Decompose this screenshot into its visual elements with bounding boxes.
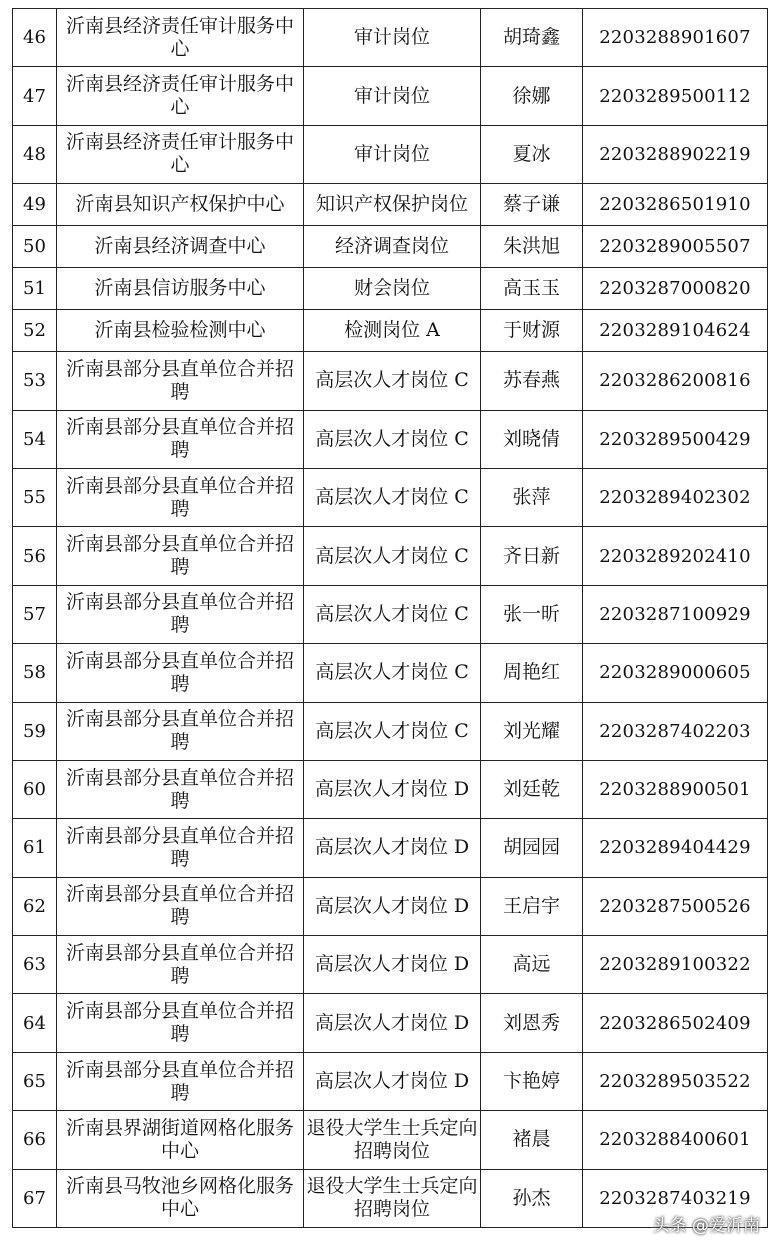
exam-number-cell: 2203289500112 — [583, 67, 768, 125]
exam-number-cell: 2203287402203 — [583, 702, 768, 760]
unit-cell: 沂南县部分县直单位合并招聘 — [57, 410, 304, 468]
table-row — [13, 527, 768, 585]
name-cell: 齐日新 — [481, 527, 583, 585]
table-row — [13, 760, 768, 818]
post-cell: 高层次人才岗位 D — [304, 760, 481, 818]
table-row — [13, 877, 768, 935]
post-cell: 高层次人才岗位 C — [304, 468, 481, 526]
exam-number-cell: 2203289202410 — [583, 527, 768, 585]
post-cell: 审计岗位 — [304, 67, 481, 125]
unit-cell: 沂南县部分县直单位合并招聘 — [57, 585, 304, 643]
table-row — [13, 268, 768, 310]
name-cell: 高玉玉 — [481, 268, 583, 310]
unit-cell: 沂南县部分县直单位合并招聘 — [57, 760, 304, 818]
row-number: 67 — [13, 1169, 57, 1227]
name-cell: 刘光耀 — [481, 702, 583, 760]
row-number: 48 — [13, 125, 57, 183]
exam-number-cell: 2203288901607 — [583, 9, 768, 67]
row-number: 65 — [13, 1052, 57, 1110]
post-cell: 退役大学生士兵定向招聘岗位 — [304, 1169, 481, 1227]
table-row — [13, 226, 768, 268]
unit-cell: 沂南县信访服务中心 — [57, 268, 304, 310]
row-number: 58 — [13, 644, 57, 702]
row-number: 57 — [13, 585, 57, 643]
unit-cell: 沂南县部分县直单位合并招聘 — [57, 468, 304, 526]
unit-cell: 沂南县部分县直单位合并招聘 — [57, 936, 304, 994]
post-cell: 高层次人才岗位 C — [304, 702, 481, 760]
name-cell: 苏春燕 — [481, 352, 583, 410]
post-cell: 财会岗位 — [304, 268, 481, 310]
unit-cell: 沂南县经济责任审计服务中心 — [57, 9, 304, 67]
table-row — [13, 9, 768, 67]
exam-number-cell: 2203288400601 — [583, 1111, 768, 1169]
table-row — [13, 994, 768, 1052]
exam-number-cell: 2203289100322 — [583, 936, 768, 994]
name-cell: 王启宇 — [481, 877, 583, 935]
name-cell: 张萍 — [481, 468, 583, 526]
table-row — [13, 819, 768, 877]
exam-number-cell: 2203288900501 — [583, 760, 768, 818]
exam-number-cell: 2203289005507 — [583, 226, 768, 268]
name-cell: 夏冰 — [481, 125, 583, 183]
post-cell: 高层次人才岗位 D — [304, 1052, 481, 1110]
post-cell: 高层次人才岗位 C — [304, 527, 481, 585]
row-number: 46 — [13, 9, 57, 67]
row-number: 55 — [13, 468, 57, 526]
table-row — [13, 310, 768, 352]
post-cell: 高层次人才岗位 C — [304, 410, 481, 468]
name-cell: 孙杰 — [481, 1169, 583, 1227]
row-number: 63 — [13, 936, 57, 994]
post-cell: 高层次人才岗位 C — [304, 585, 481, 643]
table-row — [13, 1111, 768, 1169]
post-cell: 高层次人才岗位 D — [304, 819, 481, 877]
unit-cell: 沂南县知识产权保护中心 — [57, 184, 304, 226]
table-row — [13, 410, 768, 468]
exam-number-cell: 2203286501910 — [583, 184, 768, 226]
row-number: 56 — [13, 527, 57, 585]
unit-cell: 沂南县部分县直单位合并招聘 — [57, 994, 304, 1052]
name-cell: 卞艳婷 — [481, 1052, 583, 1110]
name-cell: 周艳红 — [481, 644, 583, 702]
post-cell: 退役大学生士兵定向招聘岗位 — [304, 1111, 481, 1169]
watermark: 头条 @爱沂南 — [651, 1211, 762, 1236]
name-cell: 张一昕 — [481, 585, 583, 643]
unit-cell: 沂南县部分县直单位合并招聘 — [57, 702, 304, 760]
table-row — [13, 125, 768, 183]
name-cell: 于财源 — [481, 310, 583, 352]
row-number: 62 — [13, 877, 57, 935]
row-number: 61 — [13, 819, 57, 877]
table-row — [13, 184, 768, 226]
exam-number-cell: 2203286502409 — [583, 994, 768, 1052]
row-number: 52 — [13, 310, 57, 352]
table-body — [13, 9, 768, 1228]
table-row — [13, 936, 768, 994]
row-number: 49 — [13, 184, 57, 226]
row-number: 50 — [13, 226, 57, 268]
name-cell: 刘晓倩 — [481, 410, 583, 468]
name-cell: 刘恩秀 — [481, 994, 583, 1052]
unit-cell: 沂南县部分县直单位合并招聘 — [57, 527, 304, 585]
name-cell: 蔡子谦 — [481, 184, 583, 226]
unit-cell: 沂南县经济调查中心 — [57, 226, 304, 268]
post-cell: 高层次人才岗位 C — [304, 352, 481, 410]
row-number: 54 — [13, 410, 57, 468]
table-row — [13, 352, 768, 410]
unit-cell: 沂南县部分县直单位合并招聘 — [57, 819, 304, 877]
unit-cell: 沂南县经济责任审计服务中心 — [57, 67, 304, 125]
post-cell: 高层次人才岗位 C — [304, 644, 481, 702]
name-cell: 胡园园 — [481, 819, 583, 877]
exam-number-cell: 2203289503522 — [583, 1052, 768, 1110]
exam-number-cell: 2203289104624 — [583, 310, 768, 352]
exam-number-cell: 2203287100929 — [583, 585, 768, 643]
row-number: 60 — [13, 760, 57, 818]
table-row — [13, 67, 768, 125]
table-row — [13, 702, 768, 760]
name-cell: 高远 — [481, 936, 583, 994]
post-cell: 经济调查岗位 — [304, 226, 481, 268]
table-row — [13, 644, 768, 702]
exam-number-cell: 2203287000820 — [583, 268, 768, 310]
name-cell: 朱洪旭 — [481, 226, 583, 268]
post-cell: 高层次人才岗位 D — [304, 877, 481, 935]
row-number: 51 — [13, 268, 57, 310]
table-row — [13, 1052, 768, 1110]
post-cell: 知识产权保护岗位 — [304, 184, 481, 226]
post-cell: 审计岗位 — [304, 9, 481, 67]
post-cell: 高层次人才岗位 D — [304, 936, 481, 994]
unit-cell: 沂南县部分县直单位合并招聘 — [57, 644, 304, 702]
exam-number-cell: 2203289402302 — [583, 468, 768, 526]
exam-number-cell: 2203289404429 — [583, 819, 768, 877]
table-row — [13, 468, 768, 526]
unit-cell: 沂南县检验检测中心 — [57, 310, 304, 352]
unit-cell: 沂南县部分县直单位合并招聘 — [57, 352, 304, 410]
exam-number-cell: 2203287500526 — [583, 877, 768, 935]
unit-cell: 沂南县界湖街道网格化服务中心 — [57, 1111, 304, 1169]
unit-cell: 沂南县部分县直单位合并招聘 — [57, 1052, 304, 1110]
post-cell: 高层次人才岗位 D — [304, 994, 481, 1052]
results-table — [12, 8, 768, 1228]
exam-number-cell: 2203289500429 — [583, 410, 768, 468]
exam-number-cell: 2203289000605 — [583, 644, 768, 702]
exam-number-cell: 2203287403219 — [583, 1169, 768, 1227]
unit-cell: 沂南县经济责任审计服务中心 — [57, 125, 304, 183]
unit-cell: 沂南县马牧池乡网格化服务中心 — [57, 1169, 304, 1227]
name-cell: 褚晨 — [481, 1111, 583, 1169]
exam-number-cell: 2203286200816 — [583, 352, 768, 410]
row-number: 47 — [13, 67, 57, 125]
table-row — [13, 585, 768, 643]
post-cell: 审计岗位 — [304, 125, 481, 183]
row-number: 66 — [13, 1111, 57, 1169]
name-cell: 胡琦鑫 — [481, 9, 583, 67]
exam-number-cell: 2203288902219 — [583, 125, 768, 183]
row-number: 53 — [13, 352, 57, 410]
row-number: 59 — [13, 702, 57, 760]
post-cell: 检测岗位 A — [304, 310, 481, 352]
name-cell: 刘廷乾 — [481, 760, 583, 818]
name-cell: 徐娜 — [481, 67, 583, 125]
row-number: 64 — [13, 994, 57, 1052]
unit-cell: 沂南县部分县直单位合并招聘 — [57, 877, 304, 935]
